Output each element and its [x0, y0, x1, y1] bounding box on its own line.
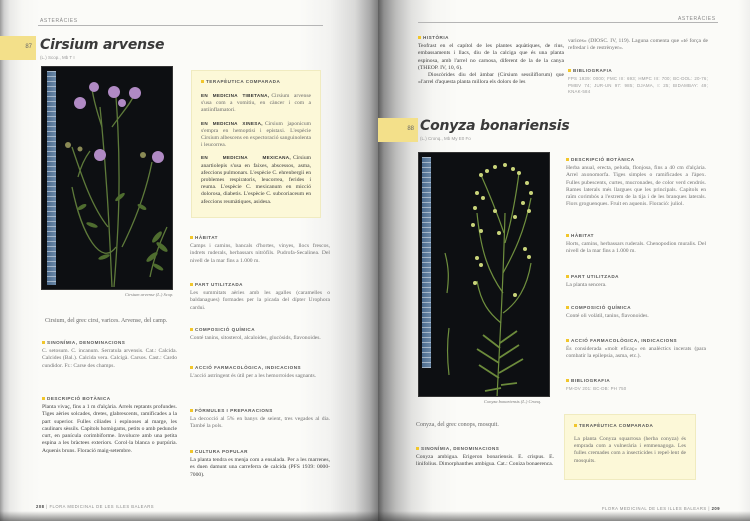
bullet-icon	[568, 69, 571, 72]
bullet-icon	[418, 36, 421, 39]
herbarium-plate-conyza	[418, 152, 550, 397]
section-bibliografia: BIBLIOGRAFIA FM-DV 201: BC-DB: PH 750	[566, 378, 706, 393]
right-page	[378, 0, 750, 521]
section-part-utilitzada: PART UTILITZADA La planta sencera.	[566, 274, 706, 289]
section-text: C. setosum. C. incanum. Serratula arvensis. Cat.: Calcida. Calcides (Bal.). Calcida vera. Calcigà. Carsos. Cast.: Cardo cundidor. Fr.: Carse des champs.	[42, 348, 177, 369]
bullet-icon	[190, 409, 193, 412]
section-habitat: HÀBITAT Horts, camins, herbassars ruderals. Chenopodion muralis. Del nivell de la mar fins a 1.000 m.	[566, 233, 706, 255]
section-sinonimia: SINONÍMIA, DENOMINACIONS C. setosum. C. incanum. Serratula arvensis. Cat.: Calcida. Calcides (Bal.). Calcida vera. Calcigà. Carsos. Cast.: Cardo cundidor. Fr.: Carse des champs.	[42, 340, 177, 369]
section-text: Conté tanins, sitosterol, alcaloides, glucòsids, flavonoides.	[190, 335, 321, 341]
section-accio-farmacologica: ACCIÓ FARMACOLÒGICA, INDICACIONS L'acció astringent és útil per a les hemorroides sagnants.	[190, 365, 330, 380]
section-text: Teofrast en el capítol de les plantes aquàtiques, de rius, embassaments i llacs, diu de la calciga que és una planta espinosa, amb l'arrel no carnosa, diferent de la de la canya (THEOP. IV, 10, 6).	[418, 43, 564, 71]
section-text: Dioscòrides diu del àmbar (Cirsium sessiliflorum) que «l'arrel d'aquesta planta millora els dolors de les	[418, 72, 564, 86]
etymology: Cirsium, del grec cirsi, varices. Arvense, del camp.	[45, 318, 168, 324]
section-bibliografia-cirsium: BIBLIOGRAFIA FPS 1939: 0000; FMC III: 693; HMPC III: 700; BC-DOL: 20-76; PMBV 74; JUR-UN 97: 985; DJAMA, I: 25; BIDAMBAY: 49; KNAK-584	[568, 68, 708, 94]
entry-number: 87	[25, 44, 32, 50]
section-text: varices» (DIOSC. IV, 119). Laguna comenta que «té força de refredar i de restrènyer».	[568, 38, 708, 52]
book-title: FLORA MEDICINAL DE LES ILLES BALEARS	[602, 506, 707, 511]
section-text: Les summitats aèries amb les agalles (caramelles o baldanagues) formades per la picada del dípter Urophora cardui.	[190, 290, 330, 311]
section-cultura-popular: CULTURA POPULAR La planta tendra es menja com a ensalada. Per a les marrenes, es duen damunt una carreferra de calcida (PFS 1939: 0000-7000).	[190, 449, 330, 478]
section-formules-preparacions: FÒRMULES I PREPARACIONS La decocció al 5% en banys de seient, tres vegades al dia. També la pols.	[190, 408, 330, 430]
chinese-medicine-note: EN MEDICINA XINESA, Cirsium japonicum s'empra en hemoptisi i epistaxi. L'espècie Cirsium albescens en expectoració sanguinolenta i leucorrea.	[201, 120, 311, 149]
entry-number: 88	[407, 126, 414, 132]
species-author: (L.) Cronq., Mb My E0 Fo	[420, 136, 471, 141]
historia-continued	[568, 38, 708, 53]
bullet-icon	[566, 158, 569, 161]
section-historia: HISTÒRIA Teofrast en el capítol de les plantes aquàtiques, de rius, embassaments i llacs, diu de la calciga que és una planta espinosa, amb l'arrel no carnosa, diferent de la de la canya (THEOP. IV, 10, 6). Dioscòrides diu del àmbar (Cirsium sessiliflorum) que «l'arrel d'aquesta planta millora els dolors de les	[418, 35, 564, 86]
bullet-icon	[416, 447, 419, 450]
running-head: ASTERÀCIES	[678, 16, 716, 22]
section-descripcio-botanica: DESCRIPCIÓ BOTÀNICA Herba anual, erecta, peluda, flonjosa, fins a 40 cm d'alçària. Arrel axonomorfa. Tiges simples o ramificades a l'àpex. Fulles pubescents, curtes, mucronades, de color verd cendrós. Rames laterals més llargues que les principals. Capítols en raïm corimbós a l'extrem de la tija i de les branques laterals. Flors groguenques. Fruit en aquenis. Floració: juliol.	[566, 157, 706, 208]
plate-caption: Cirsium arvense (L.) Scop.	[125, 292, 174, 297]
section-habitat: HÀBITAT Camps i camins, bancals d'hortes, vinyes, llocs frescos, indrets ruderals, herbassars nitròfils. Pudrofa-Secalinea. Del nivell de la mar fins a 1.000 m.	[190, 235, 330, 264]
section-text: Planta vivaç, fins a 1 m d'alçària. Arrels reptants profundes. Tiges aèries solcades, dretes, glabrescents, ramificades a la part superior. Fulles ciliades i espinoses al marge, les caulinars sèssils. Capítols homògams, petits o amb peduncle curt, en panícula corimbiforme. Involucre amb una petita espina a les bràctees exteriors. Corol·la blanca o purpúria. Aquenis bruns. Floració maig-setembre.	[42, 404, 178, 454]
bullet-icon	[566, 339, 569, 342]
section-text: És considerada «molt eficaç» en analèctics incerats (para combatir la epilepsia, asma, etc.).	[566, 346, 706, 360]
bullet-icon	[190, 236, 193, 239]
bullet-icon	[42, 341, 45, 344]
etymology: Conyza, del grec conops, mosquit.	[416, 422, 499, 428]
section-part-utilitzada: PART UTILITZADA Les summitats aèries amb les agalles (caramelles o baldanagues) formades per la picada del dípter Urophora cardui.	[190, 282, 330, 311]
header-rule	[38, 25, 323, 26]
tibetan-medicine-note: EN MEDICINA TIBETANA, Cirsium arvense s'usa com a vomitiu, en càncer i com a antiinflamatori.	[201, 93, 312, 114]
bullet-icon	[566, 234, 569, 237]
species-author: (L.) Scop., Mb T I	[40, 55, 75, 60]
bullet-icon	[566, 379, 569, 382]
herbarium-plate-cirsium	[41, 66, 173, 290]
book-title: FLORA MEDICINAL DE LES ILLES BALEARS	[49, 504, 155, 509]
section-text: Herba anual, erecta, peluda, flonjosa, fins a 40 cm d'alçària. Arrel axonomorfa. Tiges simples o ramificades a l'àpex. Fulles pubescents, curtes, mucronades, de color verd cendrós. Rames laterals més llargues que les principals. Capítols en raïm corimbós a l'extrem de la tija i de les branques laterals. Flors groguenques. Fruit en aquenis. Floració: juliol.	[566, 165, 706, 208]
page-number: 209	[711, 506, 721, 511]
comparative-therapeutics-box: TERAPÈUTICA COMPARADA La planta Conyza squarrosa (herba conyza) és emprada com a vulnerària i emmenagoga. Les fulles cremades com a insecticides i repel·lent de mosquits.	[564, 414, 696, 480]
conyza-plant-illustration	[419, 153, 550, 397]
bullet-icon	[190, 328, 193, 331]
section-text: Conyza ambigua. Erigeron bonariensis. E. crispus. E. linifolius. Dimorphanthes ambigua. Cat.: Coniza bonaerenca.	[416, 454, 554, 468]
section-text: FPS 1939: 0000; FMC III: 693; HMPC III: 700; BC-DOL: 20-76; PMBV 74; JUR-UN 97: 985; DJAMA, I: 25; BIDAMBAY: 49; KNAK-584	[568, 76, 708, 94]
section-text: Conté oli volàtil, tanins, flavonoides.	[566, 313, 649, 319]
cirsium-plant-illustration	[42, 67, 173, 290]
bullet-icon	[574, 424, 577, 427]
section-sinonimia: SINONÍMIA, DENOMINACIONS Conyza ambigua. Erigeron bonariensis. E. crispus. E. linifolius. Dimorphanthes ambigua. Cat.: Coniza bonaerenca.	[416, 446, 554, 468]
page-footer-right: FLORA MEDICINAL DE LES ILLES BALEARS | 209	[602, 506, 721, 511]
section-text: La decocció al 5% en banys de seient, tres vegades al dia. També la pols.	[190, 416, 330, 430]
section-text: Horts, camins, herbassars ruderals. Chenopodion muralis. Del nivell de la mar fins a 1.000 m.	[566, 241, 706, 255]
mexican-medicine-note: EN MEDICINA MEXICANA, Cirsium anartiolepis s'usa en faixes, abscessos, asma, afeccions pulmonars. L'espècie C. ehrenbergii en problemes respiratoris, leucorrea, ferides i reuma. L'espècie C. mexicanum en micció dolorosa, diabetis. L'espècie C. subcoriaceum en afeccions reumàtiques, asidesa.	[201, 155, 311, 205]
bullet-icon	[190, 450, 193, 453]
section-descripcio-botanica: DESCRIPCIÓ BOTÀNICA Planta vivaç, fins a 1 m d'alçària. Arrels reptants profundes. Tiges aèries solcades, dretes, glabrescents, ramificades a la part superior. Fulles ciliades i espinoses al marge, les caulinars sèssils. Capítols homògams, petits o amb peduncle curt, en panícula corimbiforme. Involucre amb una petita espina a les bràctees exteriors. Corol·la blanca o purpúria. Aquenis bruns. Floració maig-setembre.	[42, 396, 178, 454]
header-rule	[418, 22, 718, 23]
page-footer-left: 208 | FLORA MEDICINAL DE LES ILLES BALEARS	[36, 504, 155, 509]
comparative-text: La planta Conyza squarrosa (herba conyza) és emprada com a vulnerària i emmenagoga. Les fulles cremades com a insecticides i repel·lent de mosquits.	[574, 436, 686, 464]
page-number: 208	[36, 504, 45, 509]
bullet-icon	[190, 283, 193, 286]
section-composicio-quimica: COMPOSICIÓ QUÍMICA Conté oli volàtil, tanins, flavonoides.	[566, 305, 706, 320]
running-head: ASTERÀCIES	[40, 18, 78, 24]
bullet-icon	[201, 80, 204, 83]
section-text: FM-DV 201: BC-DB: PH 750	[566, 386, 627, 391]
bullet-icon	[190, 366, 193, 369]
section-text: Camps i camins, bancals d'hortes, vinyes, llocs frescos, indrets ruderals, herbassars nitròfils. Pudrofa-Secalinea. Del nivell de la mar fins a 1.000 m.	[190, 243, 330, 264]
plate-caption: Conyza bonariensis (L.) Cronq.	[484, 399, 541, 404]
section-text: L'acció astringent és útil per a les hemorroides sagnants.	[190, 373, 317, 379]
bullet-icon	[42, 397, 45, 400]
section-text: La planta sencera.	[566, 282, 607, 288]
bullet-icon	[566, 275, 569, 278]
entry-number-tab	[378, 118, 418, 142]
comparative-therapeutics-box: TERAPÈUTICA COMPARADA EN MEDICINA TIBETANA, Cirsium arvense s'usa com a vomitiu, en càncer i com a antiinflamatori. EN MEDICINA XINESA, Cirsium japonicum s'empra en hemoptisi i epistaxi. L'espècie Cirsium albescens en expectoració sanguinolenta i leucorrea. EN MEDICINA MEXICANA, Cirsium anartiolepis s'usa en faixes, abscessos, asma, afeccions pulmonars. L'espècie C. ehrenbergii en problemes respiratoris, leucorrea, ferides i reuma. L'espècie C. mexicanum en micció dolorosa, diabetis. L'espècie C. subcoriaceum en afeccions reumàtiques, asidesa.	[191, 70, 321, 218]
entry-number-tab	[0, 36, 36, 60]
bullet-icon	[566, 306, 569, 309]
section-accio-farmacologica: ACCIÓ FARMACOLÒGICA, INDICACIONS És considerada «molt eficaç» en analèctics incerats (para combatir la epilepsia, asma, etc.).	[566, 338, 706, 360]
section-composicio-quimica: COMPOSICIÓ QUÍMICA Conté tanins, sitosterol, alcaloides, glucòsids, flavonoides.	[190, 327, 330, 342]
species-title: Conyza bonariensis	[420, 118, 570, 134]
species-title: Cirsium arvense	[40, 37, 165, 53]
section-text: La planta tendra es menja com a ensalada. Per a les marrenes, es duen damunt una carreferra de calcida (PFS 1939: 0000-7000).	[190, 457, 330, 478]
